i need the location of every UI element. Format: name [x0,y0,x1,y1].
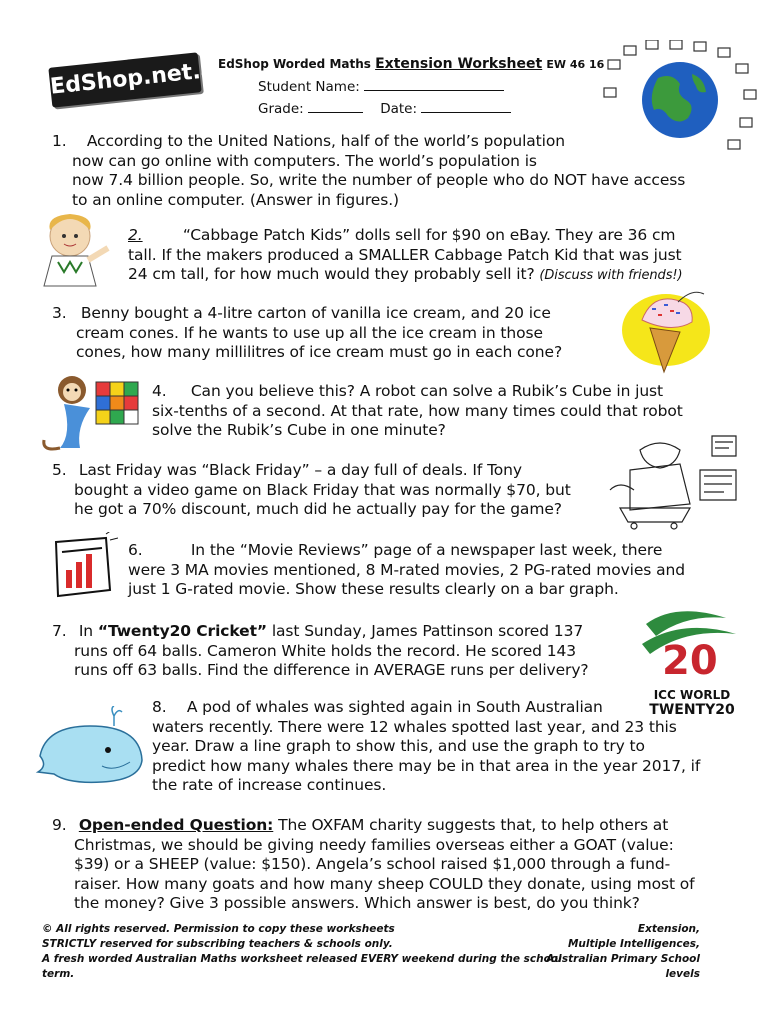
question-5 [52,461,612,520]
q9-line-4: raiser. How many goats and how many sheep COULD they donate, using most of [74,874,695,893]
footer-permission: STRICTLY reserved for subscribing teachers & schools only. [42,938,393,950]
q7-line-1: last Sunday, James Pattinson scored 137 [271,622,584,640]
student-name-label: Student Name: [258,79,360,95]
worksheet-code: EW 46 16 [546,58,605,71]
twenty20-graphic [636,604,748,684]
q7-number: 7. [52,622,67,640]
cabbage-patch-doll-image [30,210,120,290]
q1-line-2: now can go online with computers. The world’s population is [72,151,537,170]
q7-line-3: runs off 63 balls. Find the difference in AVERAGE runs per delivery? [74,661,589,679]
footer-level-1: Extension, [637,923,700,935]
q6-line-3: just 1 G-rated movie. Show these results clearly on a bar graph. [128,580,619,598]
whale-image [32,706,150,796]
q9-line-5: the money? Give 3 possible answers. Which answer is best, do you think? [74,894,640,912]
q8-line-4: predict how many whales there may be in that area in the year 2017, if [152,756,701,775]
q1-number: 1. [52,132,67,150]
q4-line-3: solve the Rubik’s Cube in one minute? [152,421,446,439]
footer-level-3: Australian Primary School levels [546,953,700,980]
q8-line-5: the rate of increase continues. [152,776,387,794]
q9-line-1: The OXFAM charity suggests that, to help others at [278,816,669,834]
newspaper-bar-graph-image [46,532,118,602]
monkey-rubiks-cube-image [36,370,148,460]
q2-line-2: tall. If the makers produced a SMALLER Cabbage Patch Kid that was just [128,245,682,264]
logo-20-text: 20 [662,638,718,684]
q6-number: 6. [128,541,143,559]
q7-line-2: runs off 64 balls. Cameron White holds the record. He scored 143 [74,641,576,660]
q2-line-1: “Cabbage Patch Kids” dolls sell for $90 on eBay. They are 36 cm [182,226,676,244]
q3-number: 3. [52,304,67,322]
q9-line-3: $39) or a SHEEP (value: $150). Angela’s school raised $1,000 through a fund- [74,855,671,873]
footer-release-note: A fresh worded Australian Maths worksheet released EVERY weekend during the school term. [42,953,562,980]
q4-line-1: Can you believe this? A robot can solve a Rubik’s Cube in just [190,382,664,400]
footer-left [42,922,562,982]
q4-line-2: six-tenths of a second. At that rate, how many times could that robot [152,401,683,420]
footer-copyright: © All rights reserved. Permission to copy these worksheets [42,923,395,935]
question-1 [52,132,752,210]
ice-cream-cone-image [620,282,720,382]
q1-line-1: According to the United Nations, half of the world’s population [86,132,565,150]
grade-label: Grade: [258,101,304,117]
q9-number: 9. [52,816,67,834]
q2-line-3: 24 cm tall, for how much would they probably sell it? [128,265,535,283]
q3-line-2: cream cones. If he wants to use up all the ice cream in those [76,323,543,342]
q7-bold-title: “Twenty20 Cricket” [97,622,267,640]
q7-lead: In [78,622,94,640]
q8-line-3: year. Draw a line graph to show this, and use the graph to try to [152,737,645,755]
grade-blank[interactable] [308,100,363,113]
q4-number: 4. [152,382,167,400]
edshop-logo: EdShop.net.au [48,52,201,107]
q8-number: 8. [152,698,167,716]
q6-line-2: were 3 MA movies mentioned, 8 M-rated movies, 2 PG-rated movies and [128,560,685,579]
q5-line-2: bought a video game on Black Friday that was normally $70, but [74,480,571,499]
q9-line-2: Christmas, we should be giving needy families overseas either a GOAT (value: [74,835,674,854]
q2-note: (Discuss with friends!) [539,268,683,283]
worksheet-title [218,56,604,72]
logo-line-1: ICC WORLD [653,688,731,702]
q1-line-4: to an online computer. (Answer in figures.) [72,190,399,209]
q2-number: 2. [128,226,143,244]
q3-line-1: Benny bought a 4-litre carton of vanilla ice cream, and 20 ice [80,304,551,322]
question-2 [128,226,748,286]
question-9 [52,816,762,914]
date-blank[interactable] [421,100,511,113]
q5-line-3: he got a 70% discount, much did he actually pay for the game? [74,500,562,518]
q9-bold-title: Open-ended Question: [78,816,274,834]
footer-right [520,922,700,982]
black-friday-shopper-image [600,430,750,530]
student-name-blank[interactable] [364,78,504,91]
q1-line-3: now 7.4 billion people. So, write the number of people who do NOT have access [72,171,686,189]
date-label: Date: [380,101,418,117]
q6-line-1: In the “Movie Reviews” page of a newspaper last week, there [190,541,663,559]
q8-line-2: waters recently. There were 12 whales spotted last year, and 23 this [152,717,677,736]
q8-line-1: A pod of whales was sighted again in South Australian [186,698,603,716]
grade-date-row [258,100,511,117]
footer-level-2: Multiple Intelligences, [567,938,700,950]
title-prefix: EdShop Worded Maths [218,57,371,71]
q3-line-3: cones, how many millilitres of ice cream must go in each cone? [76,343,563,361]
title-main: Extension Worksheet [375,56,543,72]
question-6 [128,541,748,600]
logo-line-2: TWENTY20 [649,702,735,718]
question-3 [52,304,612,363]
q5-line-1: Last Friday was “Black Friday” – a day full of deals. If Tony [78,461,522,479]
question-8 [152,698,752,796]
student-name-row [258,78,504,95]
q5-number: 5. [52,461,67,479]
question-7 [52,622,642,681]
